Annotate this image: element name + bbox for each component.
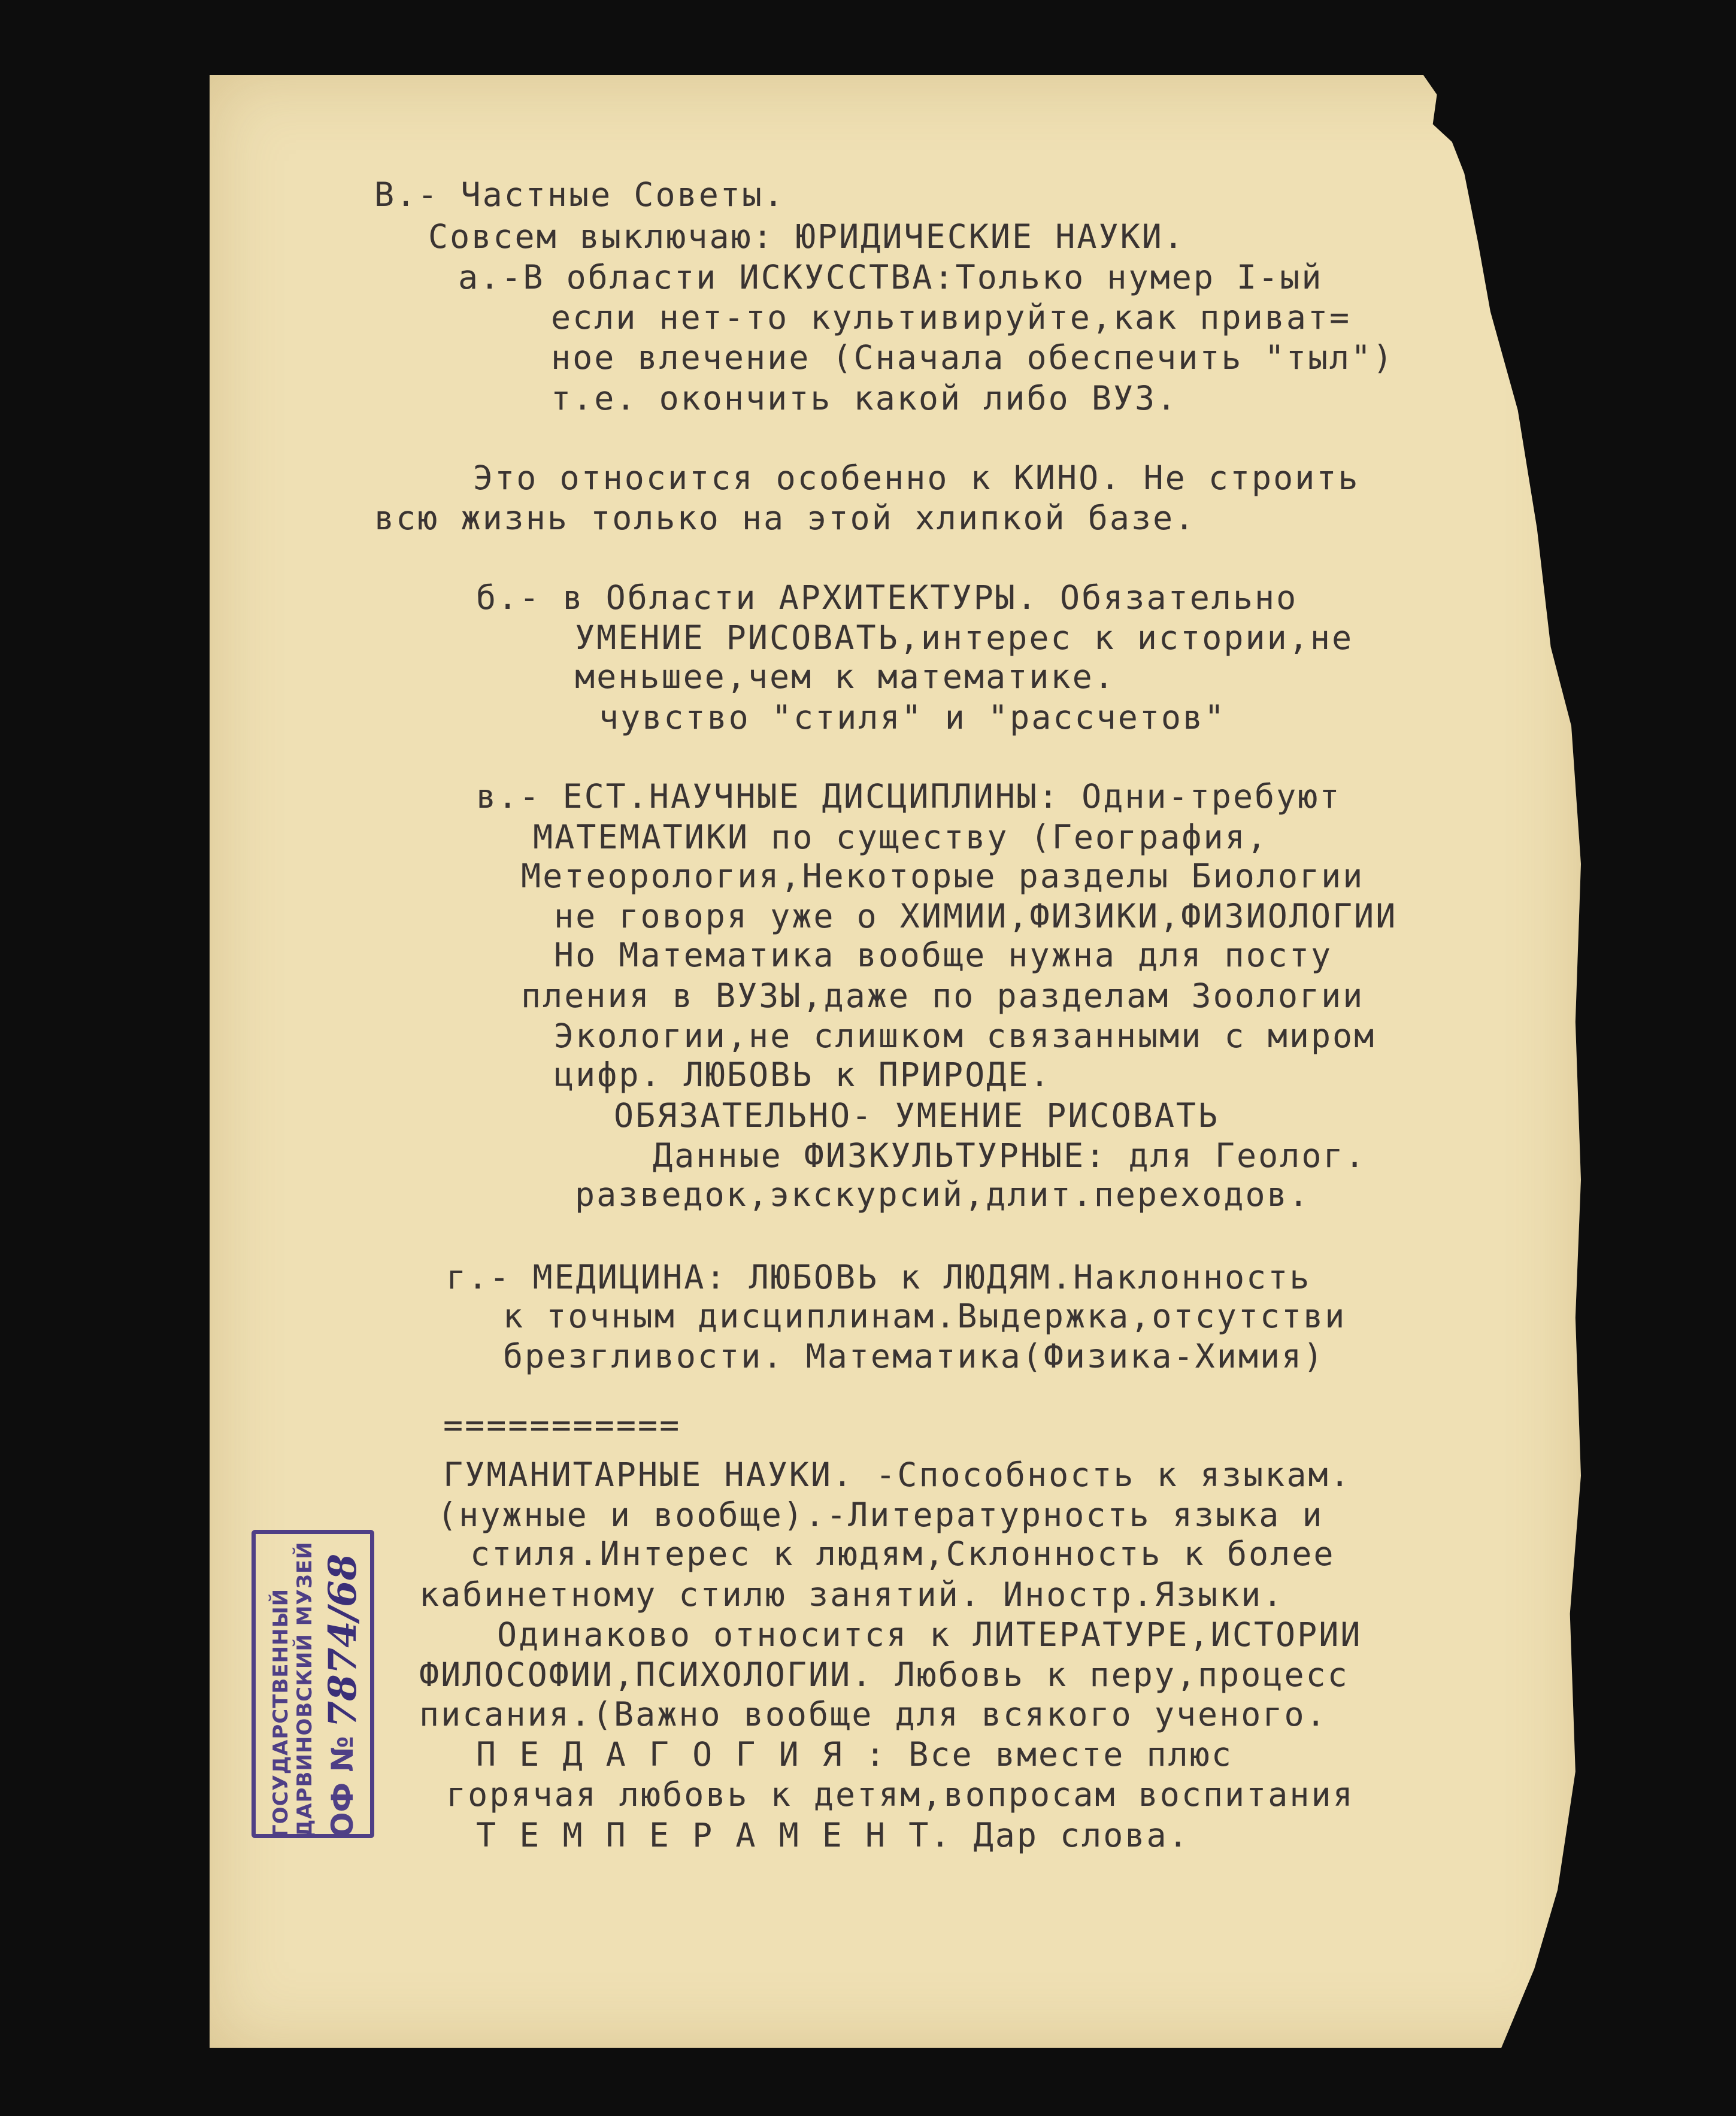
text-line: стиля.Интерес к людям,Склонность к более [470,1535,1335,1573]
text-line: Данные ФИЗКУЛЬТУРНЫЕ: для Геолог. [653,1136,1367,1175]
text-line: (нужные и вообще).-Литературность языка и [437,1496,1324,1534]
text-line: не говоря уже о ХИМИИ,ФИЗИКИ,ФИЗИОЛОГИИ [554,897,1398,935]
text-line: цифр. ЛЮБОВЬ к ПРИРОДЕ. [554,1056,1052,1094]
text-line: а.-В области ИСКУССТВА:Только нумер I-ый [458,258,1323,296]
stamp-prefix: ОФ № [325,1736,360,1838]
text-line: Это относится особенно к КИНО. Не строить [473,459,1360,497]
text-line: П Е Д А Г О Г И Я : Все вместе плюс [476,1735,1233,1774]
text-line: Но Математика вообще нужна для посту [554,936,1333,974]
text-line: =========== [443,1406,681,1444]
text-line: Совсем выключаю: ЮРИДИЧЕСКИЕ НАУКИ. [428,217,1185,256]
text-line: ФИЛОСОФИИ,ПСИХОЛОГИИ. Любовь к перу,процесс [419,1656,1349,1694]
stamp-number-row [320,1554,365,1838]
text-line: ГУМАНИТАРНЫЕ НАУКИ. -Способность к языкам. [443,1456,1352,1494]
text-line: брезгливости. Математика(Физика-Химия) [503,1337,1325,1375]
text-line: МАТЕМАТИКИ по существу (География, [533,818,1268,856]
text-line: если нет-то культивируйте,как приват= [551,298,1352,337]
stamp-line-2: ДАРВИНОВСКИЙ МУЗЕЙ [292,1541,317,1838]
text-line: всю жизнь только на этой хлипкой базе. [374,499,1196,537]
text-line: к точным дисциплинам.Выдержка,отсутстви [503,1297,1347,1335]
text-line: чувство "стиля" и "рассчетов" [599,698,1226,736]
text-line: разведок,экскурсий,длит.переходов. [575,1175,1310,1214]
text-line: в.- ЕСТ.НАУЧНЫЕ ДИСЦИПЛИНЫ: Одни-требуют [476,777,1341,816]
text-line: т.е. окончить какой либо ВУЗ. [551,379,1178,417]
text-line: Т Е М П Е Р А М Е Н Т. Дар слова. [476,1816,1190,1854]
text-line: ОБЯЗАТЕЛЬНО- УМЕНИЕ РИСОВАТЬ [614,1096,1220,1135]
text-line: писания.(Важно вообще для всякого ученого. [419,1695,1328,1733]
text-line: УМЕНИЕ РИСОВАТЬ,интерес к истории,не [575,619,1354,657]
text-line: пления в ВУЗЫ,даже по разделам Зоологии [521,977,1365,1015]
text-line: г.- МЕДИЦИНА: ЛЮБОВЬ к ЛЮДЯМ.Наклонность [446,1258,1311,1296]
stamp-content [260,1538,374,1838]
text-line: ное влечение (Сначала обеспечить "тыл") [551,338,1395,377]
text-line: В.- Частные Советы. [374,175,786,214]
text-line: меньшее,чем к математике. [575,657,1116,696]
stamp-handwritten-number: 7874/68 [320,1553,365,1728]
museum-stamp [252,1530,374,1838]
text-line: б.- в Области АРХИТЕКТУРЫ. Обязательно [476,578,1298,617]
stamp-line-1: ГОСУДАРСТВЕННЫЙ [268,1588,293,1838]
text-line: Одинаково относится к ЛИТЕРАТУРЕ,ИСТОРИИ [497,1615,1362,1654]
text-line: горячая любовь к детям,вопросам воспитания [446,1775,1355,1814]
text-line: Метеорология,Некоторые разделы Биологии [521,857,1365,895]
text-line: Экологии,не слишком связанными с миром [554,1017,1376,1055]
text-line: кабинетному стилю занятий. Иностр.Языки. [419,1575,1284,1614]
